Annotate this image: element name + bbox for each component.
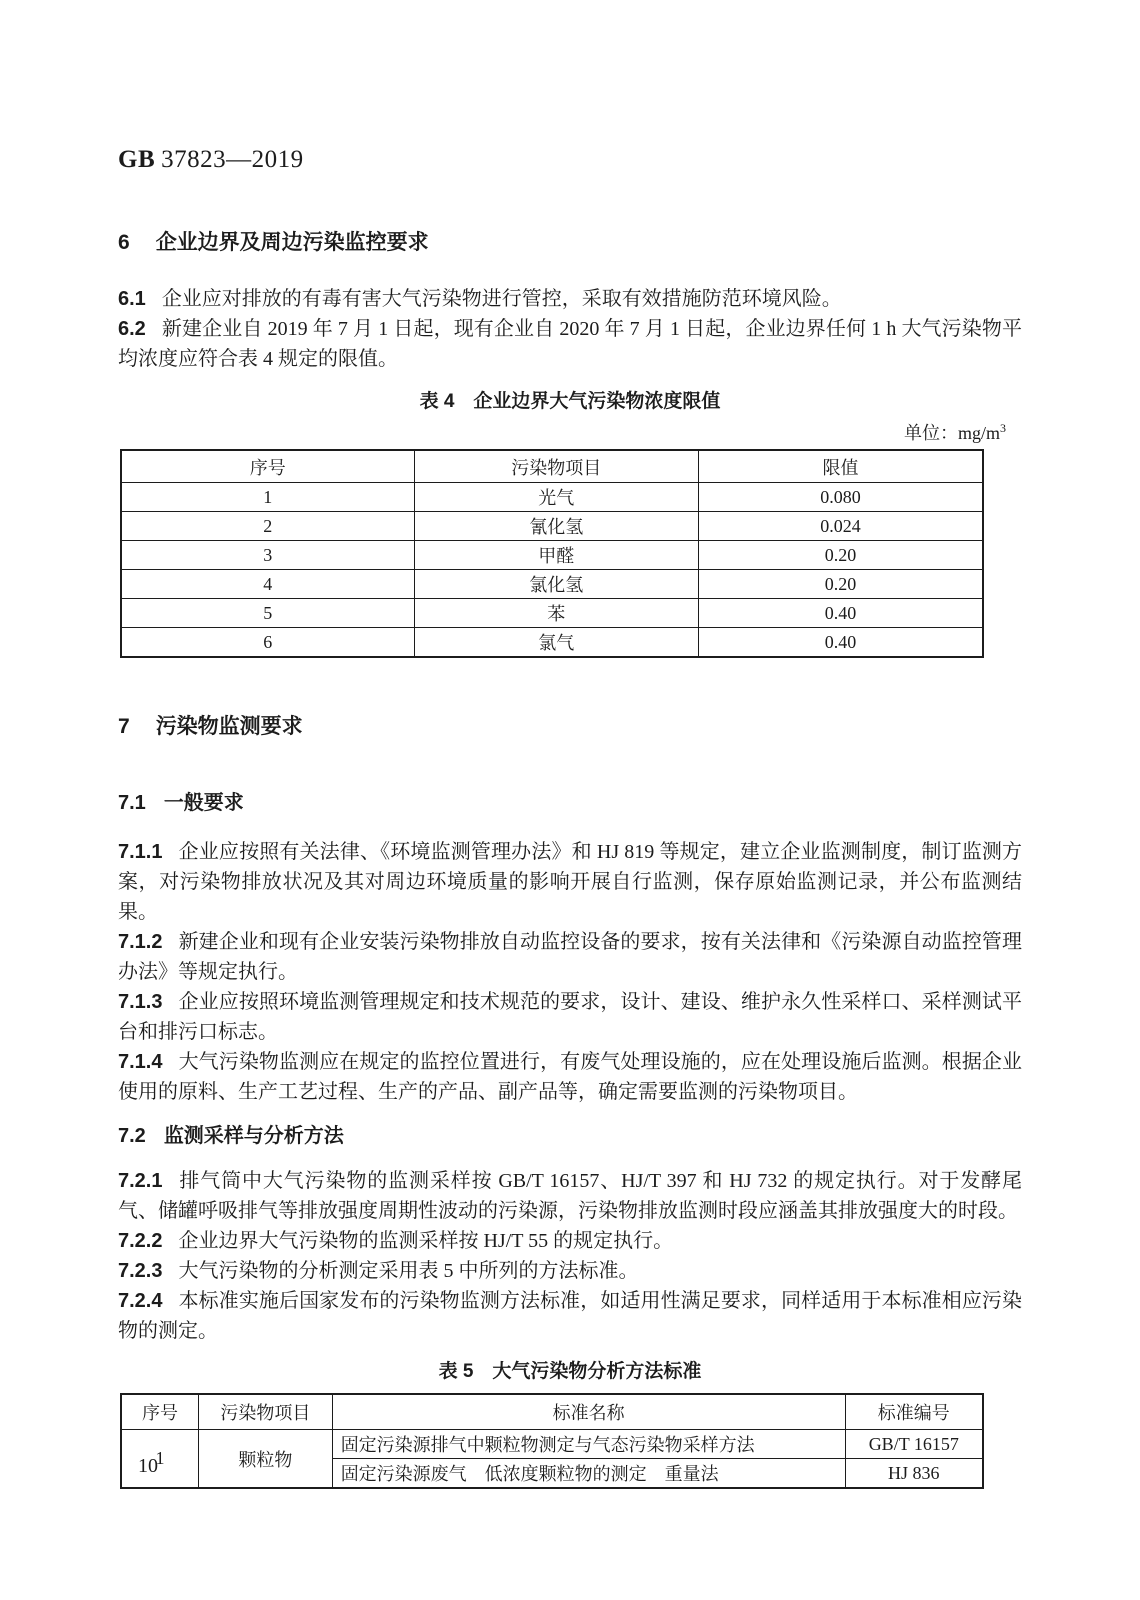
- table-row: [121, 483, 983, 512]
- standard-code-header: [118, 146, 1022, 174]
- section-7-2-number: 7.2: [118, 1125, 146, 1147]
- cell-pollutant: 甲醛: [414, 541, 698, 570]
- clause-7-1-3: [118, 987, 1022, 1047]
- cell-standard-name: 固定污染源废气 低浓度颗粒物的测定 重量法: [332, 1459, 845, 1489]
- table-row: [121, 512, 983, 541]
- clause-number: 7.2.3: [118, 1260, 163, 1282]
- table-4-caption: 表 4 企业边界大气污染物浓度限值: [419, 391, 721, 412]
- clause-text: 企业应按照环境监测管理规定和技术规范的要求，设计、建设、维护永久性采样口、采样测试平台和排污口标志。: [118, 991, 1022, 1043]
- cell-pollutant: 光气: [414, 483, 698, 512]
- clause-text: 本标准实施后国家发布的污染物监测方法标准，如适用性满足要求，同样适用于本标准相应污染物的测定。: [118, 1290, 1022, 1342]
- cell-limit: 0.40: [699, 599, 983, 628]
- clause-text: 企业应按照有关法律、《环境监测管理办法》和 HJ 819 等规定，建立企业监测制度，制订监测方案，对污染物排放状况及其对周边环境质量的影响开展自行监测，保存原始监测记录，并公布监测结果。: [118, 841, 1022, 923]
- clause-text: 新建企业自 2019 年 7 月 1 日起，现有企业自 2020 年 7 月 1 日起，企业边界任何 1 h 大气污染物平均浓度应符合表 4 规定的限值。: [118, 318, 1022, 370]
- table-5: [120, 1393, 984, 1489]
- column-header-pollutant: 污染物项目: [414, 450, 698, 483]
- standard-code-number: 37823—2019: [161, 146, 304, 173]
- table-row: [121, 570, 983, 599]
- cell-standard-code: HJ 836: [845, 1459, 983, 1489]
- cell-standard-name: 固定污染源排气中颗粒物测定与气态污染物采样方法: [332, 1430, 845, 1459]
- unit-value: mg/m: [957, 423, 1000, 443]
- clause-7-2-4: [118, 1286, 1022, 1346]
- clause-number: 7.2.1: [118, 1170, 163, 1192]
- section-7-2-title: 监测采样与分析方法: [163, 1125, 344, 1147]
- clause-number: 6.2: [118, 318, 146, 340]
- cell-seq: 3: [121, 541, 414, 570]
- clause-7-1-4: [118, 1047, 1022, 1107]
- table-4-unit: [118, 419, 1022, 445]
- clause-6-1: [118, 284, 1022, 314]
- unit-label: 单位：: [903, 423, 958, 443]
- section-7-1-title: 一般要求: [163, 792, 244, 814]
- clause-text: 新建企业和现有企业安装污染物排放自动监控设备的要求，按有关法律和《污染源自动监控管理办法》等规定执行。: [118, 931, 1022, 983]
- clause-number: 7.1.4: [118, 1051, 163, 1073]
- section-7-2-heading: [118, 1119, 1022, 1148]
- section-6-heading: [118, 226, 1022, 256]
- cell-limit: 0.40: [699, 628, 983, 658]
- section-6-number: 6: [118, 231, 130, 254]
- clause-text: 大气污染物监测应在规定的监控位置进行，有废气处理设施的，应在处理设施后监测。根据企业使用的原料、生产工艺过程、生产的产品、副产品等，确定需要监测的污染物项目。: [118, 1051, 1022, 1103]
- table-5-caption: 表 5 大气污染物分析方法标准: [438, 1361, 702, 1382]
- column-header-seq: 序号: [121, 1394, 199, 1430]
- clause-number: 6.1: [118, 288, 146, 310]
- table-row: [121, 541, 983, 570]
- cell-pollutant: 苯: [414, 599, 698, 628]
- column-header-standard-code: 标准编号: [845, 1394, 983, 1430]
- cell-limit: 0.080: [699, 483, 983, 512]
- clause-7-2-3: [118, 1256, 1022, 1286]
- cell-pollutant: 氯化氢: [414, 570, 698, 599]
- section-7-number: 7: [118, 715, 130, 738]
- cell-seq: 1: [121, 1430, 199, 1489]
- cell-seq: 2: [121, 512, 414, 541]
- cell-limit: 0.20: [699, 541, 983, 570]
- clause-text: 大气污染物的分析测定采用表 5 中所列的方法标准。: [178, 1260, 639, 1282]
- section-7-heading: [118, 710, 1022, 740]
- clause-7-1-2: [118, 927, 1022, 987]
- clause-number: 7.1.2: [118, 931, 163, 953]
- column-header-standard-name: 标准名称: [332, 1394, 845, 1430]
- section-7-title: 污染物监测要求: [155, 715, 303, 738]
- section-6-clauses: [118, 284, 1022, 374]
- clause-7-2-1: [118, 1166, 1022, 1226]
- cell-limit: 0.20: [699, 570, 983, 599]
- page-number: 10: [138, 1455, 158, 1477]
- clause-6-2: [118, 314, 1022, 374]
- clause-number: 7.1.3: [118, 991, 163, 1013]
- table-4: [120, 449, 984, 658]
- section-7-1-number: 7.1: [118, 792, 146, 814]
- clause-number: 7.2.2: [118, 1230, 163, 1252]
- clause-7-2-2: [118, 1226, 1022, 1256]
- cell-limit: 0.024: [699, 512, 983, 541]
- table-5-header-row: [121, 1394, 983, 1430]
- clause-number: 7.1.1: [118, 841, 163, 863]
- clause-text: 企业应对排放的有毒有害大气污染物进行管控，采取有效措施防范环境风险。: [161, 288, 842, 310]
- clause-text: 排气筒中大气污染物的监测采样按 GB/T 16157、HJ/T 397 和 HJ 732 的规定执行。对于发酵尾气、储罐呼吸排气等排放强度周期性波动的污染源，污染物排放监测时段应涵盖其排放强度大的时段。: [118, 1170, 1022, 1222]
- cell-standard-code: GB/T 16157: [845, 1430, 983, 1459]
- cell-pollutant: 氰化氢: [414, 512, 698, 541]
- column-header-pollutant: 污染物项目: [199, 1394, 333, 1430]
- table-row: [121, 628, 983, 658]
- unit-exponent: 3: [1000, 421, 1006, 435]
- cell-seq: 1: [121, 483, 414, 512]
- column-header-seq: 序号: [121, 450, 414, 483]
- cell-seq: 5: [121, 599, 414, 628]
- section-7-1-heading: [118, 786, 1022, 815]
- cell-seq: 6: [121, 628, 414, 658]
- clause-text: 企业边界大气污染物的监测采样按 HJ/T 55 的规定执行。: [178, 1230, 674, 1252]
- cell-seq: 4: [121, 570, 414, 599]
- cell-pollutant: 颗粒物: [199, 1430, 333, 1489]
- column-header-limit: 限值: [699, 450, 983, 483]
- table-row: [121, 599, 983, 628]
- standard-code-prefix: GB: [118, 146, 156, 173]
- clause-number: 7.2.4: [118, 1290, 163, 1312]
- section-7-2-clauses: [118, 1166, 1022, 1346]
- table-4-header-row: [121, 450, 983, 483]
- cell-pollutant: 氯气: [414, 628, 698, 658]
- section-7-1-clauses: [118, 837, 1022, 1107]
- table-row: [121, 1430, 983, 1459]
- section-6-title: 企业边界及周边污染监控要求: [155, 231, 429, 254]
- clause-7-1-1: [118, 837, 1022, 927]
